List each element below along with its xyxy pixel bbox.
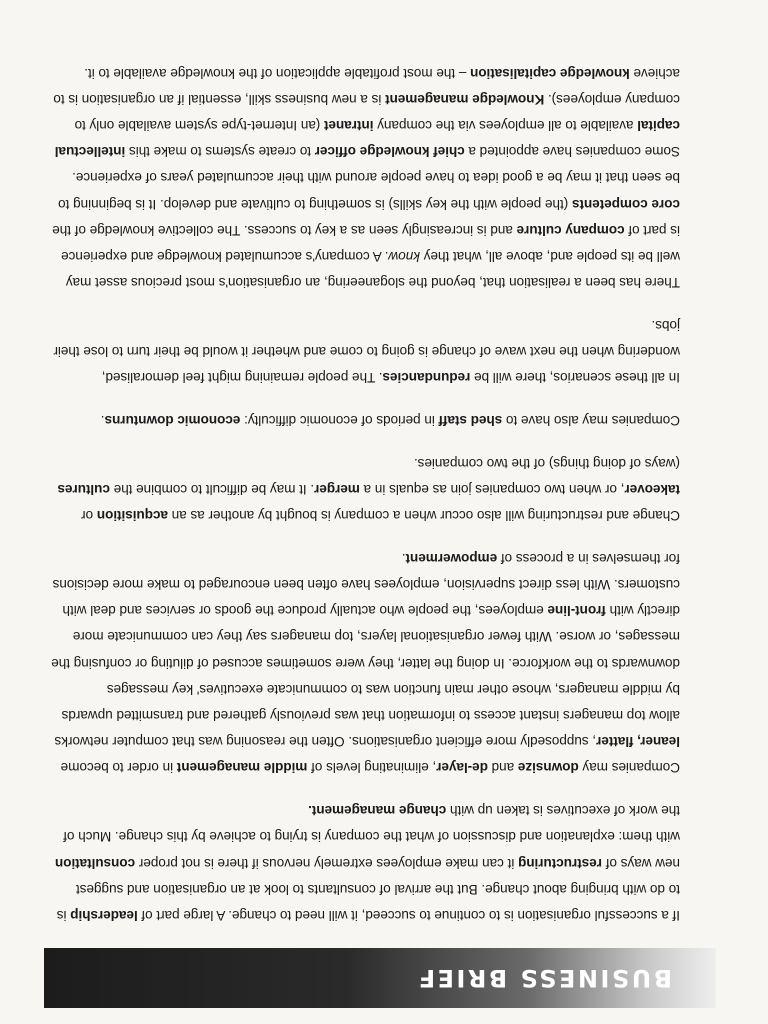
text-run: with them: explanation and discussion of what the company is trying to achieve by this change. Much of the work of executives is taken up with <box>63 803 680 845</box>
bold-term: change management. <box>308 803 447 819</box>
bold-term: Knowledge management <box>385 91 545 107</box>
bold-term: company culture <box>516 222 625 238</box>
text-run: it can make employees extremely nervous if there is not proper <box>135 855 519 871</box>
text-run: in periods of economic difficulty: <box>240 413 439 429</box>
bold-term: redundancies <box>382 370 471 386</box>
text-run: . The people remaining might feel demoralised, wondering when the next wave of change is going to come and whether it would be their turn to lose their jobs. <box>53 317 680 386</box>
text-run: or <box>81 508 97 524</box>
bold-term: takeover <box>624 481 680 497</box>
body-text <box>48 59 680 928</box>
bold-term: empowerment <box>405 550 498 566</box>
text-run: There has been a realisation that, beyond the sloganeering, an organisation's most precious asset may well be its people and, above all, what they <box>65 249 680 291</box>
bold-term: leaner, flatter <box>596 734 680 750</box>
bold-term: intranet <box>324 118 374 134</box>
text-run: . A company's accumulated knowledge and experience is part of <box>61 222 680 265</box>
text-run: – the most profitable application of the knowledge available to it. <box>84 65 471 81</box>
text-run: , eliminating levels of <box>307 760 437 776</box>
text-run: available to all employees via the company <box>373 118 638 134</box>
bold-term: chief knowledge officer <box>314 144 465 160</box>
text-run: and is increasingly seen as a key to success. The collective knowledge of the <box>52 222 517 238</box>
banner-title: BUSINESS BRIEF <box>416 964 672 992</box>
text-run: If a successful organisation is to continue to succeed, it will need to change. A large part of <box>137 908 680 923</box>
text-run: . It may be difficult to combine the <box>109 481 315 497</box>
bold-term: shed staff <box>438 413 503 429</box>
text-run: (ways of doing things) of the two companies. <box>413 455 680 471</box>
text-run: (the people with the key skills) is something to cultivate and develop. It is beginning to be seen that it may be a good idea to have people around with their accumulated years of experience. Some companies have appointed a <box>58 144 680 212</box>
bold-term: restructuring <box>518 855 603 871</box>
text-run: , or when two companies join as equals in a <box>359 481 625 497</box>
text-run: to create systems to make this <box>125 144 315 160</box>
text-run: . <box>401 550 406 566</box>
bold-term: merger <box>314 481 360 497</box>
bold-term: knowledge capitalisation <box>470 65 630 81</box>
paragraph-5 <box>48 312 680 391</box>
bold-term: core competents <box>571 196 680 212</box>
paragraph-1 <box>48 797 680 928</box>
text-run: is to do with bringing about change. But the arrival of consultants to look at an organisation and suggest new ways of <box>56 855 680 923</box>
bold-term: de-layer <box>436 760 488 776</box>
bold-term: acquisition <box>96 508 169 524</box>
bold-term: cultures <box>57 481 110 497</box>
bold-term: downsize <box>517 760 579 776</box>
bold-term: leadership <box>70 908 138 923</box>
text-run: , supposedly more efficient organisations. Often the reasoning was that computer networks allow top managers instant access to information that was previously gathered and transmitted upwards by middle managers, whose other main function was to communicate executives' key messages downwards to the workforce. In doing the latter, they were sometimes accused of diluting or confusing the messages, or worse. With fewer organisational layers, top managers say they can communicate more directly with <box>51 603 680 750</box>
italic-term: know <box>388 249 421 265</box>
bold-term: front-line <box>547 603 606 619</box>
text-run: employees, the people who actually produce the goods or services and deal with customers. With less direct supervision, employees have often been encouraged to make more decisions for themselves in a process of <box>52 550 680 619</box>
text-run: In all these scenarios, there will be <box>470 370 680 386</box>
bold-term: middle management <box>176 760 308 776</box>
text-run: is a new business skill, essential if an organisation is to achieve <box>53 65 680 107</box>
text-run: Change and restructuring will also occur when a company is bought by another as an <box>168 508 680 524</box>
text-run: in order to become <box>60 760 177 776</box>
paragraph-2 <box>48 545 680 781</box>
text-run: Companies may <box>578 760 680 776</box>
paragraph-6 <box>48 59 680 295</box>
paragraph-3 <box>48 450 680 529</box>
bold-term: consultation <box>54 855 136 871</box>
text-run: (an Internet-type system available only to company employees). <box>74 91 680 134</box>
page-content <box>48 43 680 1008</box>
text-run: . <box>100 413 105 429</box>
text-run: Companies may also have to <box>502 413 680 429</box>
bold-term: intellectual capital <box>54 118 680 160</box>
bold-term: economic downturns <box>104 413 241 429</box>
paragraph-4 <box>48 407 680 433</box>
text-run: and <box>487 760 518 776</box>
section-banner <box>44 948 716 1008</box>
